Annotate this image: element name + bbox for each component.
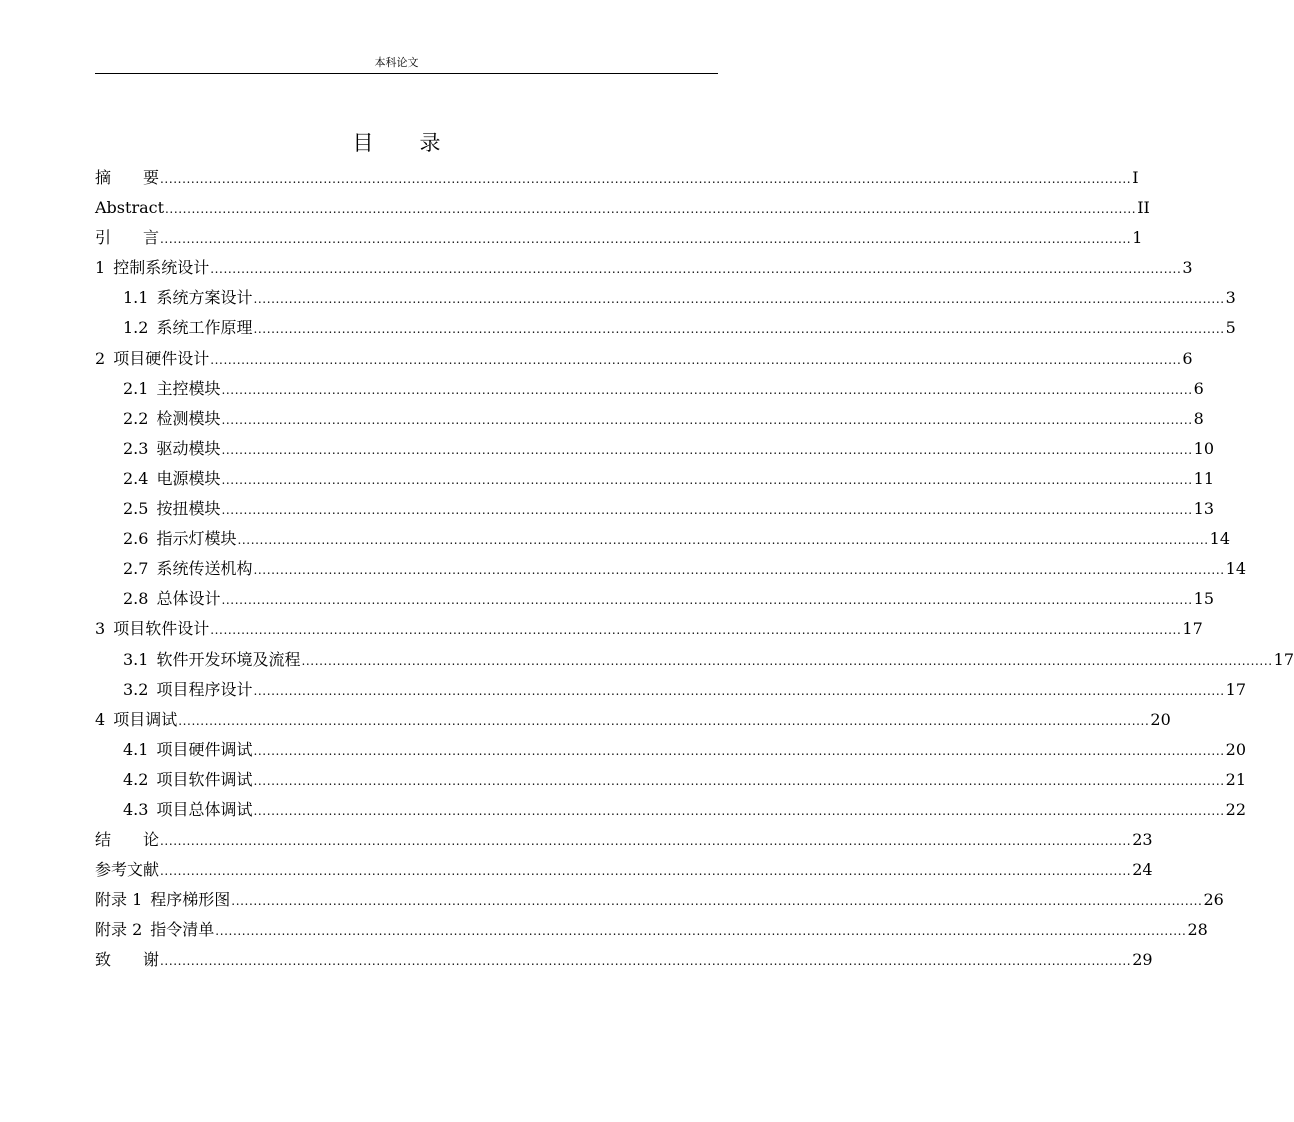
toc-entry[interactable] xyxy=(95,223,1143,253)
toc-entry-page: 3 xyxy=(1182,258,1193,278)
toc-entry-number: 4.3 xyxy=(123,799,149,819)
toc-entry-label: 项目硬件设计 xyxy=(113,348,210,368)
toc-entry[interactable] xyxy=(95,163,1139,193)
toc-entry-page: 5 xyxy=(1225,318,1236,338)
toc-entry-page: 17 xyxy=(1182,619,1203,639)
toc-entry-number: 1.1 xyxy=(123,288,149,308)
toc-entry-title xyxy=(123,434,220,464)
dot-leader: ............................................................................................................................................................................................................................ xyxy=(221,412,1193,427)
toc-entry-number: 2.6 xyxy=(123,529,149,549)
toc-entry-number: 2.1 xyxy=(123,378,149,398)
toc-entry[interactable] xyxy=(95,253,1193,283)
dot-leader: ............................................................................................................................................................................................................................ xyxy=(178,713,1150,728)
toc-entry-label: 系统方案设计 xyxy=(156,288,253,308)
dot-leader: ............................................................................................................................................................................................................................ xyxy=(221,472,1193,487)
toc-entry[interactable] xyxy=(95,344,1193,374)
toc-entry[interactable] xyxy=(95,584,1215,614)
toc-entry-label: 项目程序设计 xyxy=(156,679,253,699)
toc-entry-label: Abstract xyxy=(95,198,165,218)
toc-entry-page: 6 xyxy=(1182,348,1193,368)
toc-entry-label: 参考文献 xyxy=(95,860,160,880)
toc-entry-title xyxy=(123,584,220,614)
toc-entry-number: 3.2 xyxy=(123,679,149,699)
toc-entry[interactable] xyxy=(95,614,1203,644)
toc-entry[interactable] xyxy=(95,795,1247,825)
toc-entry-label: 项目软件设计 xyxy=(113,619,210,639)
dot-leader: ............................................................................................................................................................................................................................ xyxy=(231,894,1203,909)
toc-entry[interactable] xyxy=(95,374,1204,404)
dot-leader: ............................................................................................................................................................................................................................ xyxy=(237,533,1209,548)
toc-entry-title xyxy=(123,554,252,584)
toc-entry-label: 系统工作原理 xyxy=(156,318,253,338)
toc-entry-number: 2.3 xyxy=(123,438,149,458)
toc-entry-title xyxy=(123,735,252,765)
toc-entry-page: 15 xyxy=(1193,589,1215,609)
toc-entry-title xyxy=(123,464,220,494)
toc-entry-label: 驱动模块 xyxy=(156,438,221,458)
dot-leader: ............................................................................................................................................................................................................................ xyxy=(160,172,1132,186)
toc-entry-title xyxy=(123,795,252,825)
dot-leader: ............................................................................................................................................................................................................................ xyxy=(165,202,1137,217)
toc-entry-label: 系统传送机构 xyxy=(156,559,253,579)
toc-entry-label: 检测模块 xyxy=(156,408,221,428)
dot-leader: ............................................................................................................................................................................................................................ xyxy=(253,563,1225,578)
toc-entry-number: 2.4 xyxy=(123,468,149,488)
toc-entry-number: 2.2 xyxy=(123,408,149,428)
dot-leader: ............................................................................................................................................................................................................................ xyxy=(210,262,1182,277)
dot-leader: ............................................................................................................................................................................................................................ xyxy=(160,864,1132,879)
toc-entry-title xyxy=(123,283,252,313)
dot-leader: ............................................................................................................................................................................................................................ xyxy=(210,623,1182,638)
toc-entry-page: 29 xyxy=(1132,950,1153,970)
toc-entry-page: 28 xyxy=(1187,920,1208,940)
toc-entry-title xyxy=(95,223,159,253)
toc-entry-page: 14 xyxy=(1209,529,1231,549)
toc-entry-number: 2 xyxy=(95,348,106,368)
toc-entry[interactable] xyxy=(95,915,1208,945)
toc-entry[interactable] xyxy=(95,283,1236,313)
toc-entry[interactable] xyxy=(95,735,1247,765)
title-part-2: 录 xyxy=(419,131,441,155)
toc-entry-label: 指令清单 xyxy=(150,920,215,940)
toc-entry-page: 11 xyxy=(1193,468,1215,488)
dot-leader: ............................................................................................................................................................................................................................ xyxy=(221,593,1193,608)
toc-entry-label: 致 谢 xyxy=(95,950,160,970)
toc-entry-page: 23 xyxy=(1132,830,1153,850)
toc-entry-label: 项目软件调试 xyxy=(156,769,253,789)
toc-entry-page: 8 xyxy=(1193,408,1204,428)
toc-entry-number: 1 xyxy=(95,258,106,278)
toc-entry[interactable] xyxy=(95,313,1236,343)
toc-entry-page: 1 xyxy=(1132,228,1143,248)
toc-entry-title xyxy=(123,494,220,524)
table-of-contents xyxy=(95,163,1294,976)
dot-leader: ............................................................................................................................................................................................................................ xyxy=(253,322,1225,337)
toc-entry-title xyxy=(123,675,252,705)
toc-entry[interactable] xyxy=(95,825,1153,855)
toc-entry-title xyxy=(95,945,159,975)
toc-entry-page: 20 xyxy=(1225,739,1247,759)
toc-entry[interactable] xyxy=(95,524,1231,554)
toc-entry-label: 项目调试 xyxy=(113,709,178,729)
dot-leader: ............................................................................................................................................................................................................................ xyxy=(253,292,1225,307)
toc-entry-title xyxy=(95,614,209,644)
toc-entry-number: 2.5 xyxy=(123,499,149,519)
toc-entry-label: 项目总体调试 xyxy=(156,799,253,819)
toc-entry-page: 22 xyxy=(1225,799,1247,819)
toc-entry-title xyxy=(95,825,159,855)
dot-leader: ............................................................................................................................................................................................................................ xyxy=(253,803,1225,818)
toc-entry-label: 主控模块 xyxy=(156,378,221,398)
toc-entry-title xyxy=(123,374,220,404)
toc-entry[interactable] xyxy=(95,675,1247,705)
toc-entry[interactable] xyxy=(95,765,1247,795)
toc-entry-page: 10 xyxy=(1193,438,1215,458)
toc-entry[interactable] xyxy=(95,404,1204,434)
toc-entry[interactable] xyxy=(95,494,1215,524)
toc-entry[interactable] xyxy=(95,193,1150,223)
toc-entry-number: 4.1 xyxy=(123,739,149,759)
toc-entry-title xyxy=(95,163,159,193)
toc-entry-title xyxy=(123,765,252,795)
toc-entry-label: 项目硬件调试 xyxy=(156,739,253,759)
running-header: 本科论文 xyxy=(374,56,419,69)
toc-entry-number: 4.2 xyxy=(123,769,149,789)
toc-entry[interactable] xyxy=(95,945,1153,975)
dot-leader: ............................................................................................................................................................................................................................ xyxy=(221,503,1193,518)
dot-leader: ............................................................................................................................................................................................................................ xyxy=(253,773,1225,788)
toc-entry-page: 20 xyxy=(1150,709,1171,729)
page-title xyxy=(0,130,793,156)
toc-entry-title xyxy=(95,915,214,945)
toc-entry-label: 指示灯模块 xyxy=(156,529,237,549)
toc-entry-page: 21 xyxy=(1225,769,1247,789)
toc-entry-page: 6 xyxy=(1193,378,1204,398)
toc-entry[interactable] xyxy=(95,645,1294,675)
toc-entry-label: 程序梯形图 xyxy=(150,890,231,910)
toc-entry-label: 软件开发环境及流程 xyxy=(156,649,301,669)
toc-entry-title xyxy=(95,344,209,374)
toc-entry-title xyxy=(123,524,236,554)
dot-leader: ............................................................................................................................................................................................................................ xyxy=(221,442,1193,457)
title-part-1: 目 xyxy=(352,131,374,155)
toc-entry-label: 总体设计 xyxy=(156,589,221,609)
dot-leader: ............................................................................................................................................................................................................................ xyxy=(160,232,1132,247)
toc-entry[interactable] xyxy=(95,705,1171,735)
dot-leader: ............................................................................................................................................................................................................................ xyxy=(210,352,1182,367)
toc-entry-title xyxy=(123,313,252,343)
toc-entry-number: 2.7 xyxy=(123,559,149,579)
toc-entry[interactable] xyxy=(95,434,1215,464)
toc-entry-title xyxy=(95,855,159,885)
toc-entry-label: 结 论 xyxy=(95,830,160,850)
dot-leader: ............................................................................................................................................................................................................................ xyxy=(221,382,1193,397)
toc-entry-page: 13 xyxy=(1193,499,1215,519)
dot-leader: ............................................................................................................................................................................................................................ xyxy=(301,653,1273,668)
toc-entry-title xyxy=(95,193,164,223)
toc-entry-title xyxy=(123,645,300,675)
toc-entry-label: 按扭模块 xyxy=(156,499,221,519)
toc-entry-page: 26 xyxy=(1203,890,1224,910)
toc-entry-title xyxy=(95,705,177,735)
dot-leader: ............................................................................................................................................................................................................................ xyxy=(160,834,1132,849)
toc-entry-label: 引 言 xyxy=(95,228,160,248)
toc-entry-title xyxy=(95,253,209,283)
toc-entry-number: 4 xyxy=(95,709,106,729)
toc-entry-number: 3.1 xyxy=(123,649,149,669)
toc-entry[interactable] xyxy=(95,464,1215,494)
toc-entry-label: 控制系统设计 xyxy=(113,258,210,278)
toc-entry-page: 14 xyxy=(1225,559,1247,579)
toc-entry-page: 17 xyxy=(1273,649,1294,669)
toc-entry[interactable] xyxy=(95,885,1224,915)
dot-leader: ............................................................................................................................................................................................................................ xyxy=(253,743,1225,758)
dot-leader: ............................................................................................................................................................................................................................ xyxy=(160,954,1132,969)
toc-entry-page: 3 xyxy=(1225,288,1236,308)
toc-entry-page: I xyxy=(1132,168,1139,187)
toc-entry-title xyxy=(95,885,230,915)
toc-entry-page: 17 xyxy=(1225,679,1247,699)
header-rule xyxy=(95,73,718,74)
toc-entry-number: 3 xyxy=(95,619,106,639)
toc-entry[interactable] xyxy=(95,855,1153,885)
toc-entry-label: 电源模块 xyxy=(156,468,221,488)
toc-entry-page: II xyxy=(1137,198,1150,218)
toc-entry-number: 2.8 xyxy=(123,589,149,609)
dot-leader: ............................................................................................................................................................................................................................ xyxy=(253,683,1225,698)
toc-entry-number: 附录 1 xyxy=(95,890,143,910)
toc-entry-number: 附录 2 xyxy=(95,920,143,940)
dot-leader: ............................................................................................................................................................................................................................ xyxy=(215,924,1187,939)
toc-entry[interactable] xyxy=(95,554,1247,584)
toc-entry-title xyxy=(123,404,220,434)
toc-entry-number: 1.2 xyxy=(123,318,149,338)
toc-entry-label: 摘 要 xyxy=(95,168,160,187)
toc-entry-page: 24 xyxy=(1132,860,1153,880)
